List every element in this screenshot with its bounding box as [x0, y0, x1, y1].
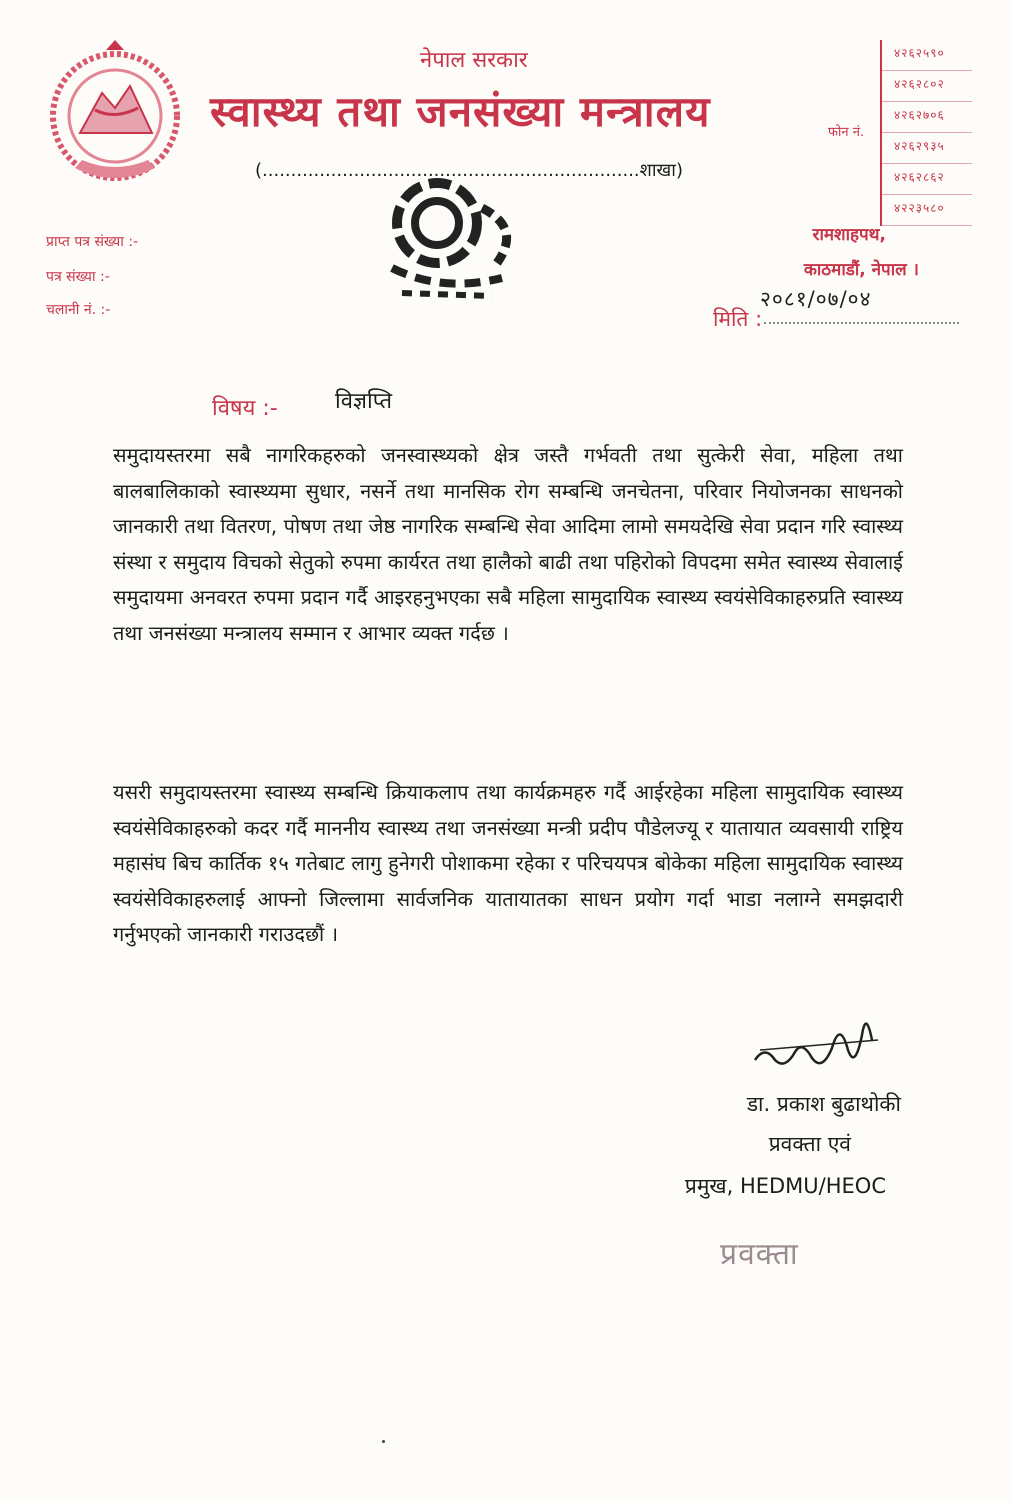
signatory-name: डा. प्रकाश बुढाथोकी — [746, 1092, 901, 1116]
phone-number: ४२६२८६२ — [882, 164, 972, 195]
body-paragraph-2: यसरी समुदायस्तरमा स्वास्थ्य सम्बन्धि क्रियाकलाप तथा कार्यक्रमहरु गर्दै आईरहेका महिला सामुदायिक स्वास्थ्य स्वयंसेविकाहरुको कदर गर्दै माननीय स्वास्थ्य तथा जनसंख्या मन्त्री प्रदीप पौडेलज्यू र यातायात व्यवसायी राष्ट्रिय महासंघ बिच कार्तिक १५ गतेबाट लागु हुनेगरी पोशाकमा रहेका र परिचयपत्र बोकेका महिला सामुदायिक स्वास्थ्य स्वयंसेविकाहरुलाई आफ्नो जिल्लामा सार्वजनिक यातायातका साधन प्रयोग गर्दा भाडा नलाग्ने समझदारी गर्नुभएको जानकारी गराउदछौं । — [113, 780, 903, 947]
body-paragraph-1: समुदायस्तरमा सबै नागरिकहरुको जनस्वास्थ्यको क्षेत्र जस्तै गर्भवती तथा सुत्केरी सेवा, महिला तथा बालबालिकाको स्वास्थ्यमा सुधार, नसर्ने तथा मानसिक रोग सम्बन्धि जनचेतना, परिवार नियोजनका साधनको जानकारी तथा वितरण, पोषण तथा जेष्ठ नागरिक सम्बन्धि सेवा आदिमा लामो समयदेखि सेवा प्रदान गरि स्वास्थ्य संस्था र समुदाय विचको सेतुको रुपमा कार्यरत तथा हालैको बाढी तथा पहिरोको विपदमा समेत स्वास्थ्य सेवालाई समुदायमा अनवरत रुपमा प्रदान गर्दै आइरहनुभएका सबै महिला सामुदायिक स्वास्थ्य स्वयंसेविकाहरुप्रति स्वास्थ्य तथा जनसंख्या मन्त्रालय सम्मान र आभार व्यक्त गर्दछ । — [113, 443, 903, 645]
date-value: २०८१/०७/०४ — [760, 287, 872, 311]
address-line-1: रामशाहपथ, — [812, 225, 886, 245]
scribble-mark-icon — [382, 168, 532, 308]
dispatch-number: चलानी नं. :- — [46, 302, 111, 318]
received-letter-number: प्राप्त पत्र संख्या :- — [46, 234, 139, 250]
signatory-title-2: प्रमुख, HEDMU/HEOC — [684, 1174, 886, 1198]
phone-number: ४२६२८०२ — [882, 71, 972, 102]
phone-number: ४२६२७०६ — [882, 102, 972, 133]
phone-number: ४२६२९३५ — [882, 133, 972, 164]
handwritten-signature-icon — [740, 1000, 890, 1080]
phone-number: ४२६२५९० — [882, 40, 972, 71]
date-label: मिति : — [713, 307, 763, 331]
nepal-government-emblem-icon — [40, 38, 190, 188]
phone-label: फोन नं. — [828, 125, 865, 140]
letter-number: पत्र संख्या :- — [46, 269, 110, 285]
government-name: नेपाल सरकार — [420, 48, 528, 73]
branch-line: (..................................................................शाखा) — [255, 160, 683, 181]
subject-label: विषय :- — [212, 396, 278, 421]
signatory-title-1: प्रवक्ता एवं — [768, 1132, 851, 1156]
subject-value: विज्ञप्ति — [335, 389, 393, 414]
phone-number: ४२२३५८० — [882, 195, 972, 226]
ministry-name: स्वास्थ्य तथा जनसंख्या मन्त्रालय — [210, 87, 711, 136]
address-line-2: काठमाडौं, नेपाल । — [803, 260, 919, 280]
date-dotted-line — [764, 308, 959, 324]
spokesperson-stamp: प्रवक्ता — [720, 1237, 799, 1272]
phone-number-list — [880, 40, 972, 226]
ink-dot — [382, 1440, 385, 1443]
